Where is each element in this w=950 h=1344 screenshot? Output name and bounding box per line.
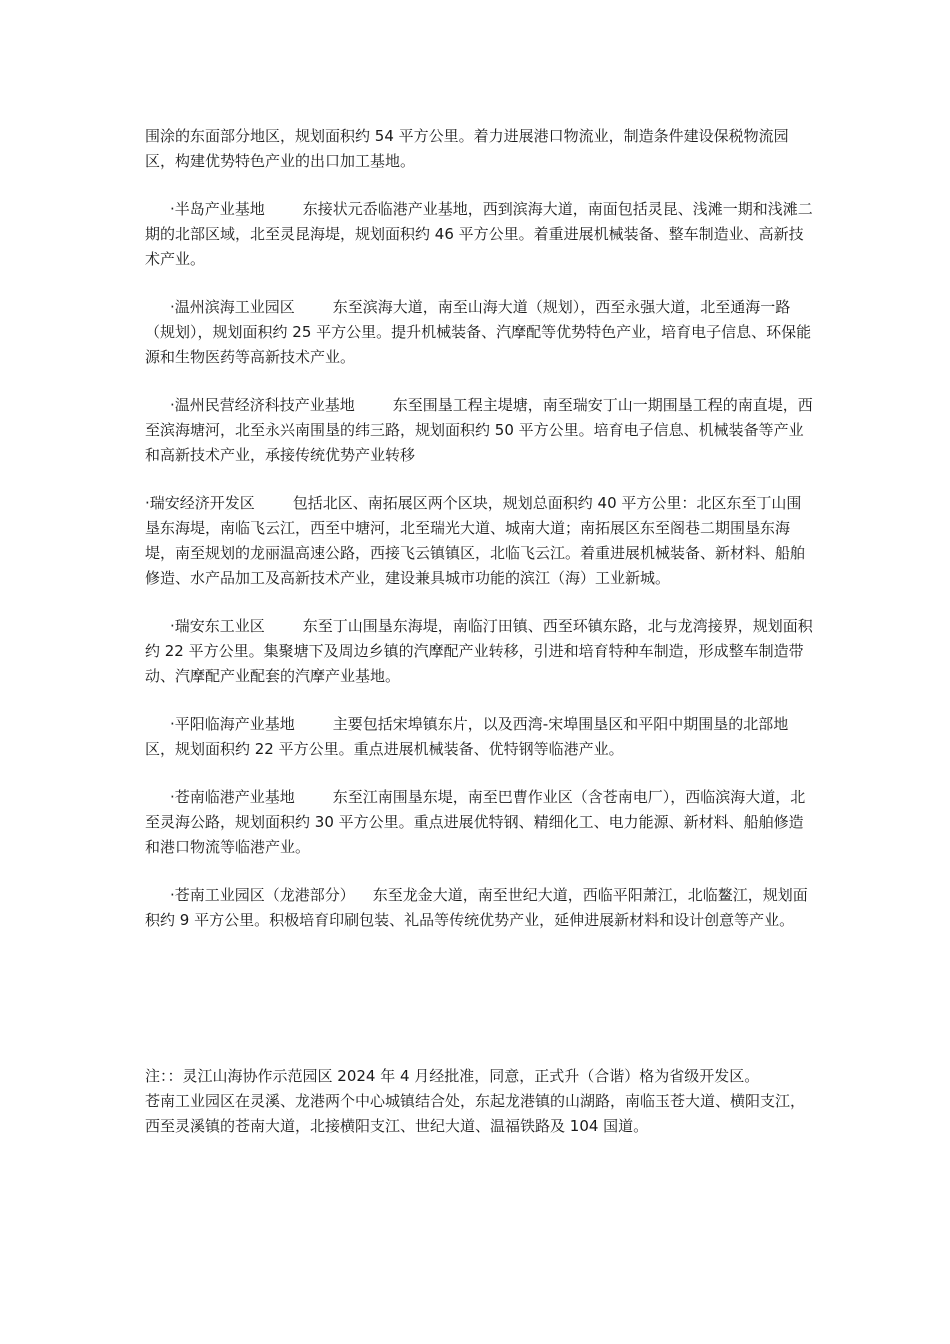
paragraph-cangnan-port-base bbox=[145, 785, 815, 860]
paragraph-ruian-east-industrial bbox=[145, 614, 815, 689]
paragraph-title: ·温州滨海工业园区 bbox=[170, 298, 295, 316]
paragraph-peninsula-base bbox=[145, 197, 815, 272]
note-approval: 注：：灵江山海协作示范园区 2024 年 4 月经批准，同意，正式升（合谐）格为省级开发区。 bbox=[145, 1067, 760, 1085]
paragraph-body: 主要包括宋埠镇东片，以及西湾-宋埠围垦区和平阳中期围垦的北部地区，规划面积约 22 平方公里。重点进展机械装备、优特钢等临港产业。 bbox=[145, 715, 789, 758]
paragraph-title: ·苍南临港产业基地 bbox=[170, 788, 295, 806]
paragraph-bonded-zone-intro bbox=[145, 124, 815, 174]
paragraph-body: 东至江南围垦东堤，南至巴曹作业区（含苍南电厂），西临滨海大道，北至灵海公路，规划面积约 30 平方公里。重点进展优特钢、精细化工、电力能源、新材料、船舶修造和港口物流等临港产业。 bbox=[145, 788, 806, 856]
paragraph-wenzhou-binhai-park bbox=[145, 295, 815, 370]
paragraph-body: 东至龙金大道，南至世纪大道，西临平阳萧江，北临鳌江，规划面积约 9 平方公里。积极培育印刷包装、礼品等传统优势产业，延伸进展新材料和设计创意等产业。 bbox=[145, 886, 808, 929]
paragraph-body: 东至围垦工程主堤塘，南至瑞安丁山一期围垦工程的南直堤，西至滨海塘河，北至永兴南围垦的纬三路，规划面积约 50 平方公里。培育电子信息、机械装备等产业和高新技术产业，承接传统优势产业转移 bbox=[145, 396, 813, 464]
paragraph-title: ·瑞安东工业区 bbox=[170, 617, 265, 635]
paragraph-body: 东接状元岙临港产业基地，西到滨海大道，南面包括灵昆、浅滩一期和浅滩二期的北部区域，北至灵昆海堤，规划面积约 46 平方公里。着重进展机械装备、整车制造业、高新技术产业。 bbox=[145, 200, 813, 268]
paragraph-title: ·半岛产业基地 bbox=[170, 200, 265, 218]
paragraph-body: 围涂的东面部分地区，规划面积约 54 平方公里。着力进展港口物流业，制造条件建设保税物流园区，构建优势特色产业的出口加工基地。 bbox=[145, 127, 789, 170]
note-cangnan-location: 苍南工业园区在灵溪、龙港两个中心城镇结合处，东起龙港镇的山湖路，南临玉苍大道、横阳支江，西至灵溪镇的苍南大道，北接横阳支江、世纪大道、温福铁路及 104 国道。 bbox=[145, 1092, 806, 1135]
paragraph-title: ·苍南工业园区（龙港部分） bbox=[170, 886, 355, 904]
paragraph-private-economy-base bbox=[145, 393, 815, 468]
paragraph-pingyang-coastal-base bbox=[145, 712, 815, 762]
notes-section bbox=[145, 1064, 815, 1139]
paragraph-cangnan-industrial-park bbox=[145, 883, 815, 933]
paragraph-title: ·温州民营经济科技产业基地 bbox=[170, 396, 355, 414]
paragraph-title: ·平阳临海产业基地 bbox=[170, 715, 295, 733]
paragraph-body: 东至滨海大道，南至山海大道（规划），西至永强大道，北至通海一路（规划），规划面积约 25 平方公里。提升机械装备、汽摩配等优势特色产业，培育电子信息、环保能源和生物医药等高新技术产业。 bbox=[145, 298, 812, 366]
paragraph-body: 东至丁山围垦东海堤，南临汀田镇、西至环镇东路，北与龙湾接界，规划面积约 22 平方公里。集聚塘下及周边乡镇的汽摩配产业转移，引进和培育特种车制造，形成整车制造带动、汽摩配产业配套的汽摩产业基地。 bbox=[145, 617, 813, 685]
paragraph-ruian-development-zone bbox=[145, 491, 815, 591]
document-body bbox=[145, 124, 815, 956]
paragraph-title: ·瑞安经济开发区 bbox=[145, 494, 255, 512]
paragraph-body: 包括北区、南拓展区两个区块，规划总面积约 40 平方公里：北区东至丁山围垦东海堤，南临飞云江，西至中塘河，北至瑞光大道、城南大道；南拓展区东至阁巷二期围垦东海堤，南至规划的龙丽温高速公路，西接飞云镇镇区，北临飞云江。着重进展机械装备、新材料、船舶修造、水产品加工及高新技术产业，建设兼具城市功能的滨江（海）工业新城。 bbox=[145, 494, 806, 587]
